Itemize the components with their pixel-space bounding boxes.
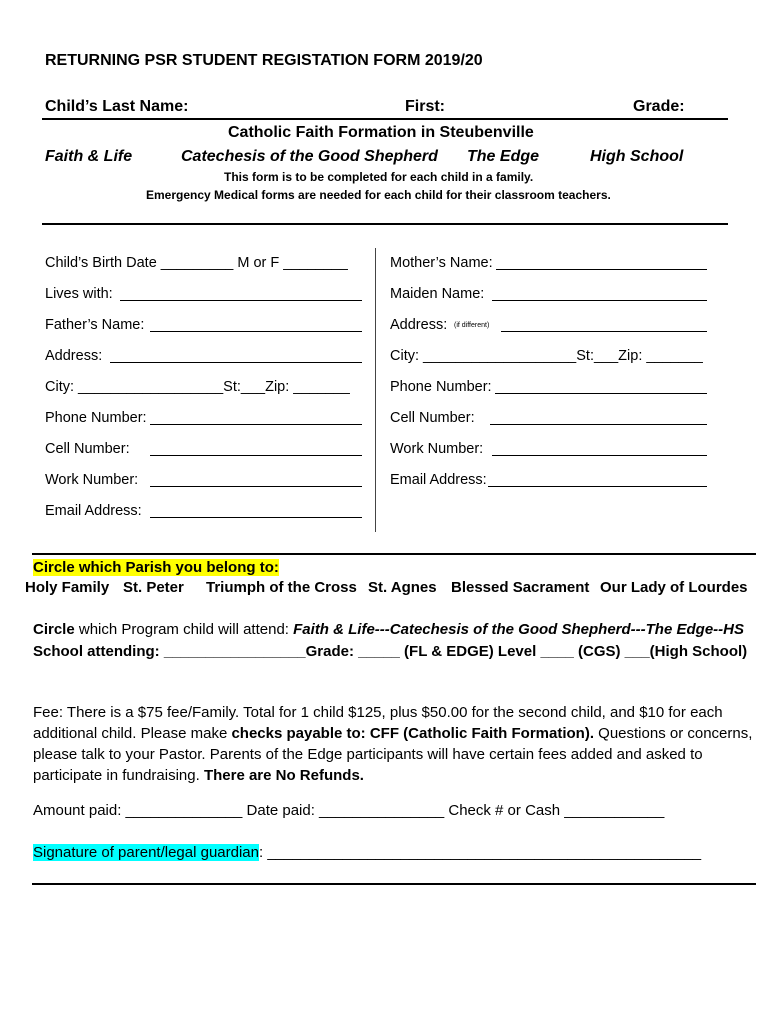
mother-work-line[interactable] (492, 455, 707, 456)
lives-with-label: Lives with: (45, 286, 113, 302)
parish-prompt-text: Circle which Parish you belong to: (33, 559, 279, 576)
signature-line[interactable] (33, 844, 701, 861)
father-email-field[interactable] (45, 503, 142, 519)
last-name-label: Child’s Last Name: (45, 98, 189, 115)
mother-city-field[interactable]: City: ___________________St:___Zip: _______ (390, 348, 703, 364)
mother-address-label: Address: (390, 317, 448, 333)
fee-line-3: please talk to your Pastor. Parents of the Edge participants will have certain fees added and asked to (33, 746, 703, 763)
if-different-note: (if different) (454, 322, 490, 329)
grade-label: Grade: (633, 98, 685, 115)
father-name-line[interactable] (150, 331, 362, 332)
mother-work-label: Work Number: (390, 441, 484, 457)
signature-label: Signature of parent/legal guardian (33, 844, 259, 861)
maiden-name-line[interactable] (492, 300, 707, 301)
first-name-label: First: (405, 98, 445, 115)
father-work-label: Work Number: (45, 472, 139, 488)
parish-blessed-sacrament[interactable]: Blessed Sacrament (451, 579, 590, 596)
program-edge: The Edge (467, 148, 540, 165)
birth-date-field[interactable]: Child’s Birth Date _________ M or F ________ (45, 255, 348, 271)
no-refunds: There are No Refunds. (203, 767, 364, 784)
payment-line[interactable]: Amount paid: ______________ Date paid: _______________ Check # or Cash ____________ (33, 802, 665, 819)
parish-holy-family[interactable]: Holy Family (25, 579, 110, 596)
program-high-school: High School (590, 148, 684, 165)
maiden-name-field[interactable] (390, 286, 484, 302)
father-phone-label: Phone Number: (45, 410, 147, 426)
father-work-line[interactable] (150, 486, 362, 487)
mother-cell-field[interactable] (390, 410, 475, 426)
note-emergency-forms: Emergency Medical forms are needed for each child for their classroom teachers. (146, 188, 611, 202)
mother-name-field[interactable] (390, 255, 493, 271)
fee-line-2a: additional child. Please make (33, 725, 232, 742)
father-cell-line[interactable] (150, 455, 362, 456)
parish-triumph-of-the-cross[interactable]: Triumph of the Cross (206, 579, 357, 596)
parish-st-agnes[interactable]: St. Agnes (368, 579, 437, 596)
father-name-field[interactable] (45, 317, 144, 333)
parish-our-lady-of-lourdes[interactable]: Our Lady of Lourdes (600, 579, 748, 596)
org-title: Catholic Faith Formation in Steubenville (228, 124, 534, 141)
father-address-field[interactable] (45, 348, 102, 364)
program-select-line (33, 621, 744, 638)
father-phone-field[interactable] (45, 410, 147, 426)
fee-line-4a: participate in fundraising. (33, 767, 204, 784)
father-address-line[interactable] (110, 362, 362, 363)
mother-name-line[interactable] (496, 269, 707, 270)
mother-cell-line[interactable] (490, 424, 707, 425)
parish-rule (32, 553, 756, 555)
mother-cell-label: Cell Number: (390, 410, 475, 426)
program-rule (42, 223, 728, 225)
mother-email-field[interactable] (390, 472, 487, 488)
program-select-text: which Program child will attend: (74, 621, 294, 638)
form-title: RETURNING PSR STUDENT REGISTATION FORM 2019/20 (45, 52, 483, 69)
checks-payable: checks payable to: CFF (Catholic Faith Formation). (231, 725, 594, 742)
mother-address-line[interactable] (501, 331, 707, 332)
lives-with-line[interactable] (120, 300, 362, 301)
mother-phone-label: Phone Number: (390, 379, 492, 395)
mother-phone-line[interactable] (495, 393, 707, 394)
note-each-child: This form is to be completed for each child in a family. (224, 170, 534, 184)
father-phone-line[interactable] (150, 424, 362, 425)
fee-line-2c: Questions or concerns, (594, 725, 753, 742)
mother-email-line[interactable] (488, 486, 707, 487)
program-list[interactable]: Faith & Life---Catechesis of the Good Shepherd---The Edge--HS (293, 621, 744, 638)
mother-address-field[interactable] (390, 317, 490, 333)
father-email-label: Email Address: (45, 503, 142, 519)
name-row-rule (42, 118, 728, 120)
program-cgs: Catechesis of the Good Shepherd (181, 148, 438, 165)
maiden-name-label: Maiden Name: (390, 286, 485, 302)
father-name-label: Father’s Name: (45, 317, 145, 333)
circle-word: Circle (33, 621, 75, 638)
parish-st-peter[interactable]: St. Peter (123, 579, 184, 596)
lives-with-field[interactable] (45, 286, 113, 302)
father-address-label: Address: (45, 348, 103, 364)
father-cell-label: Cell Number: (45, 441, 130, 457)
mother-email-label: Email Address: (390, 472, 487, 488)
school-attending-line[interactable]: School attending: _________________Grade: _____ (FL & EDGE) Level ____ (CGS) ___(High School) (33, 643, 748, 660)
program-faith-life: Faith & Life (45, 148, 133, 165)
fee-line-4 (33, 767, 364, 784)
parish-prompt (33, 559, 279, 576)
fee-line-2 (33, 725, 752, 742)
signature-blank[interactable]: : ____________________________________________________ (259, 844, 702, 861)
father-city-field[interactable]: City: __________________St:___Zip: _______ (45, 379, 350, 395)
mother-name-label: Mother’s Name: (390, 255, 493, 271)
bottom-rule (32, 883, 756, 885)
fee-line-1: Fee: There is a $75 fee/Family. Total for 1 child $125, plus $50.00 for the second child, and $10 for each (33, 704, 723, 721)
father-email-line[interactable] (150, 517, 362, 518)
father-cell-field[interactable] (45, 441, 130, 457)
mother-phone-field[interactable] (390, 379, 492, 395)
father-work-field[interactable] (45, 472, 138, 488)
mother-work-field[interactable] (390, 441, 483, 457)
column-divider (375, 248, 376, 532)
